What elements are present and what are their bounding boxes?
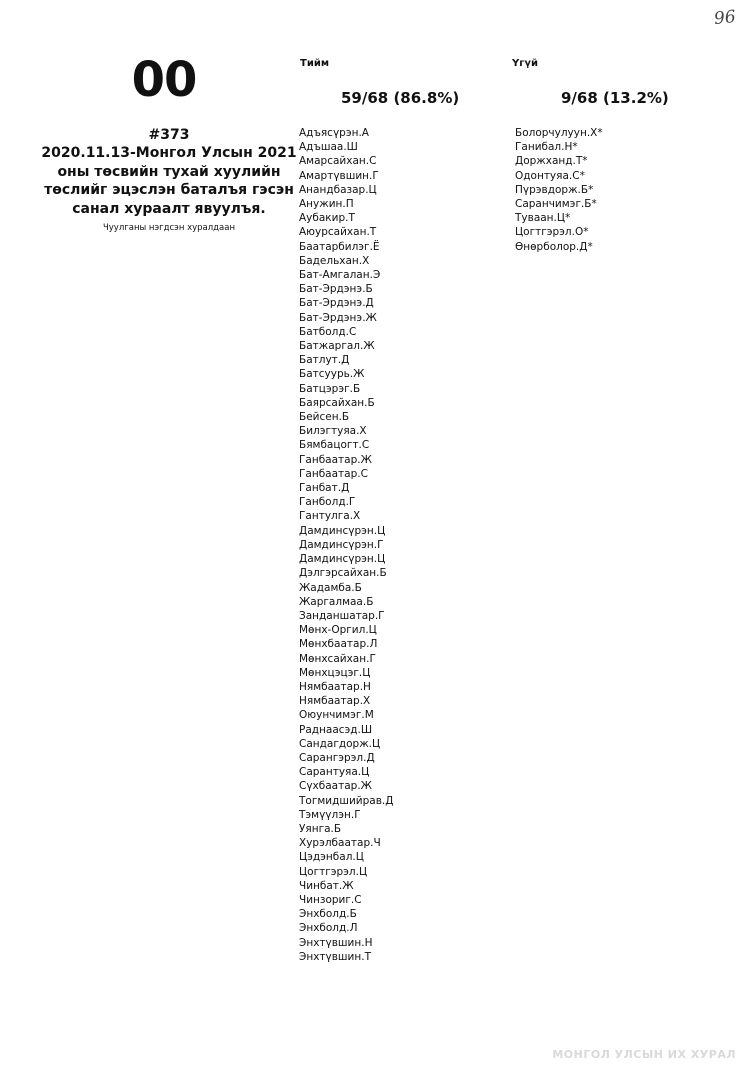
no-voter-name: Цогтгэрэл.О* <box>515 226 589 239</box>
yes-voter-name: Сандагдорж.Ц <box>299 737 381 750</box>
no-tally: 9/68 (13.2%) <box>561 89 669 107</box>
yes-voter-name: Занданшатар.Г <box>299 609 385 622</box>
yes-voter-name: Чинзориг.С <box>299 893 362 906</box>
yes-voter-name: Тогмидшийрав.Д <box>299 794 394 807</box>
yes-voter-name: Ганбат.Д <box>299 482 350 495</box>
no-voter-name: Одонтуяа.С* <box>515 169 585 182</box>
yes-voter-name: Бат-Эрдэнэ.Б <box>299 283 373 296</box>
yes-voter-name: Анандбазар.Ц <box>299 183 377 196</box>
no-voter-name: Туваан.Ц* <box>515 212 571 225</box>
yes-voter-name: Мөнх-Оргил.Ц <box>299 624 377 637</box>
motion-number: #373 <box>148 127 190 143</box>
yes-voter-name: Адъшаа.Ш <box>299 141 358 154</box>
no-voter-name: Өнөрболор.Д* <box>515 240 593 253</box>
yes-voter-name: Нямбаатар.Н <box>299 680 371 693</box>
yes-voter-name: Жаргалмаа.Б <box>299 595 374 608</box>
yes-voter-name: Гантулга.Х <box>299 510 361 523</box>
yes-voter-name: Энхтүвшин.Н <box>299 936 373 949</box>
yes-voter-name: Дамдинсүрэн.Г <box>299 538 384 551</box>
yes-voter-name: Нямбаатар.Х <box>299 695 371 708</box>
yes-voter-name: Дэлгэрсайхан.Б <box>299 567 387 580</box>
yes-voter-name: Мөнхсайхан.Г <box>299 652 376 665</box>
yes-voter-name: Бямбацогт.С <box>299 439 370 452</box>
yes-voter-name: Баатарбилэг.Ё <box>299 240 380 253</box>
yes-voter-name: Батцэрэг.Б <box>299 382 361 395</box>
no-voter-name: Болорчулуун.Х* <box>515 127 603 139</box>
yes-voter-name: Цогтгэрэл.Ц <box>299 865 368 878</box>
motion-block <box>26 126 312 233</box>
yes-voter-name: Цэдэнбал.Ц <box>299 851 364 864</box>
yes-voter-name: Бат-Амгалан.Э <box>299 269 381 282</box>
yes-voter-name: Ганболд.Г <box>299 496 356 509</box>
no-voter-name: Доржханд.Т* <box>515 155 588 168</box>
yes-voter-name: Бадельхан.Х <box>299 254 370 267</box>
yes-voter-name: Батболд.С <box>299 325 357 338</box>
yes-voter-name: Батсуурь.Ж <box>299 368 365 381</box>
yes-voter-name: Оюунчимэг.М <box>299 709 374 722</box>
no-voter-name: Пүрэвдорж.Б* <box>515 183 594 196</box>
yes-voter-name: Бат-Эрдэнэ.Ж <box>299 311 377 324</box>
footer-stamp: МОНГОЛ УЛСЫН ИХ ХУРАЛ <box>552 1048 736 1061</box>
yes-voter-name: Энхболд.Л <box>299 922 358 935</box>
yes-voter-name: Бейсен.Б <box>299 411 350 424</box>
yes-column-header: Тийм <box>300 58 330 69</box>
yes-voter-name: Мөнхцэцэг.Ц <box>299 666 371 679</box>
yes-voter-name: Мөнхбаатар.Л <box>299 638 378 651</box>
yes-voter-name: Адъясүрэн.А <box>299 127 369 139</box>
yes-voter-name: Энхболд.Б <box>299 908 357 921</box>
yes-voter-name: Батжаргал.Ж <box>299 340 375 353</box>
yes-voter-name: Сүхбаатар.Ж <box>299 780 372 793</box>
no-column-header: Үгүй <box>512 58 538 69</box>
yes-voter-name: Аюурсайхан.Т <box>299 226 377 239</box>
yes-voter-name: Сарангэрэл.Д <box>299 751 375 764</box>
no-voter-list <box>515 126 635 254</box>
page-number: 96 <box>713 6 737 30</box>
yes-voter-name: Амарсайхан.С <box>299 155 377 168</box>
yes-voter-name: Бат-Эрдэнэ.Д <box>299 297 374 310</box>
session-code: 00 <box>131 52 197 108</box>
yes-voter-name: Батлут.Д <box>299 354 350 367</box>
yes-voter-name: Энхтүвшин.Т <box>299 950 371 963</box>
yes-voter-name: Жадамба.Б <box>299 581 362 594</box>
yes-voter-name: Ганбаатар.С <box>299 467 368 480</box>
yes-voter-name: Дамдинсүрэн.Ц <box>299 553 386 566</box>
yes-voter-name: Дамдинсүрэн.Ц <box>299 524 386 537</box>
no-voter-name: Ганибал.Н* <box>515 141 578 154</box>
no-voter-name: Саранчимэг.Б* <box>515 198 597 211</box>
yes-voter-name: Чинбат.Ж <box>299 879 354 892</box>
session-name: Чуулганы нэгдсэн хуралдаан <box>102 223 236 233</box>
yes-voter-name: Билэгтуяа.Х <box>299 425 367 438</box>
yes-voter-name: Аубакир.Т <box>299 212 355 225</box>
yes-voter-name: Баярсайхан.Б <box>299 396 375 409</box>
yes-voter-name: Анужин.П <box>299 198 354 211</box>
yes-voter-name: Тэмүүлэн.Г <box>299 808 361 821</box>
yes-tally: 59/68 (86.8%) <box>341 89 460 107</box>
yes-voter-name: Сарантуяа.Ц <box>299 766 370 779</box>
yes-voter-name: Ганбаатар.Ж <box>299 453 372 466</box>
yes-voter-list <box>299 126 419 964</box>
motion-title: 2020.11.13-Монгол Улсын 2021 оны төсвийн тухай хуулийн төслийг эцэслэн баталъя гэсэн санал хураалт явуулъя. <box>41 145 297 217</box>
yes-voter-name: Хурэлбаатар.Ч <box>299 837 381 850</box>
yes-voter-name: Уянга.Б <box>299 822 342 835</box>
yes-voter-name: Раднаасэд.Ш <box>299 723 373 736</box>
yes-voter-name: Амартүвшин.Г <box>299 169 379 182</box>
